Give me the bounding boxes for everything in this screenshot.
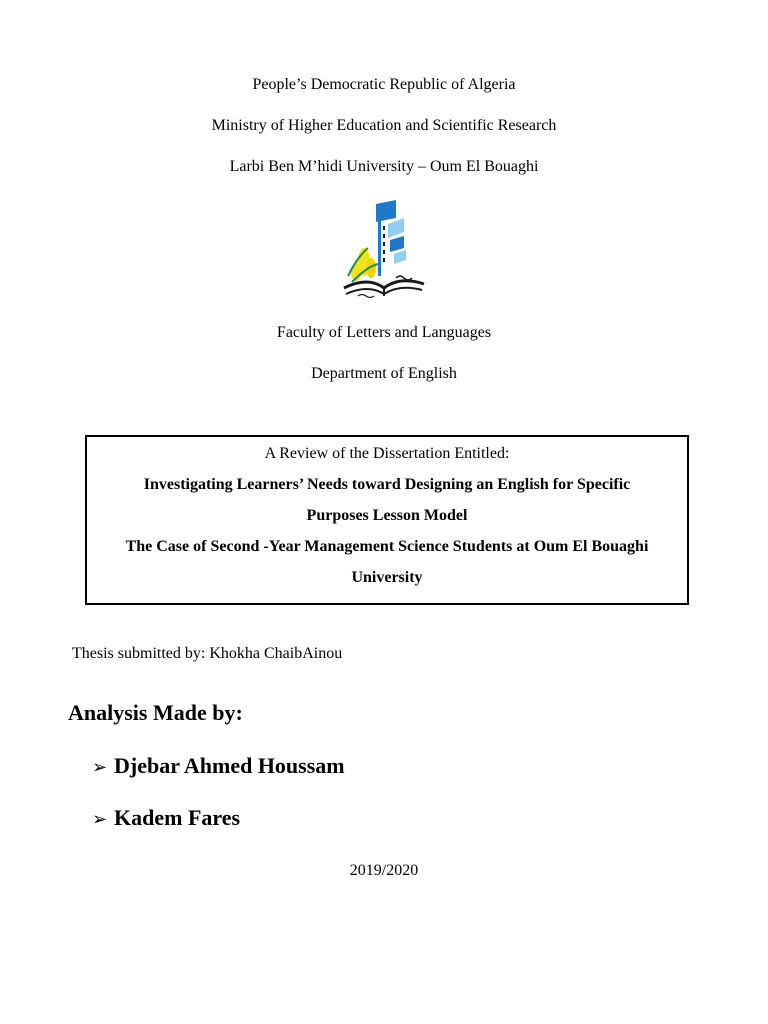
author-name: Kadem Fares: [114, 805, 241, 830]
dissertation-title-box: [85, 435, 689, 605]
university-name: Larbi Ben M’hidi University – Oum El Bouaghi: [229, 158, 539, 175]
author-item: [92, 805, 240, 833]
department-name: Department of English: [311, 365, 457, 382]
dissertation-subtitle-line-1: The Case of Second -Year Management Science Students at Oum El Bouaghi: [125, 538, 649, 555]
dissertation-title-line-2: Purposes Lesson Model: [306, 507, 468, 524]
faculty-name: Faculty of Letters and Languages: [276, 324, 492, 341]
arrow-bullet-icon: ➢: [92, 757, 108, 778]
country-name: People’s Democratic Republic of Algeria: [252, 76, 516, 93]
arrow-bullet-icon: ➢: [92, 809, 108, 830]
author-name: Djebar Ahmed Houssam: [114, 753, 345, 778]
dissertation-title-line-1: Investigating Learners’ Needs toward Designing an English for Specific: [143, 476, 631, 493]
author-item: [92, 753, 345, 781]
thesis-submitted-by: Thesis submitted by: Khokha ChaibAinou: [72, 645, 343, 662]
analysis-heading: Analysis Made by:: [68, 700, 243, 725]
university-logo-icon: [338, 196, 430, 306]
academic-year: 2019/2020: [349, 862, 419, 879]
dissertation-subtitle-line-2: University: [351, 569, 423, 586]
ministry-name: Ministry of Higher Education and Scientific Research: [211, 117, 557, 134]
review-intro: A Review of the Dissertation Entitled:: [264, 445, 510, 462]
